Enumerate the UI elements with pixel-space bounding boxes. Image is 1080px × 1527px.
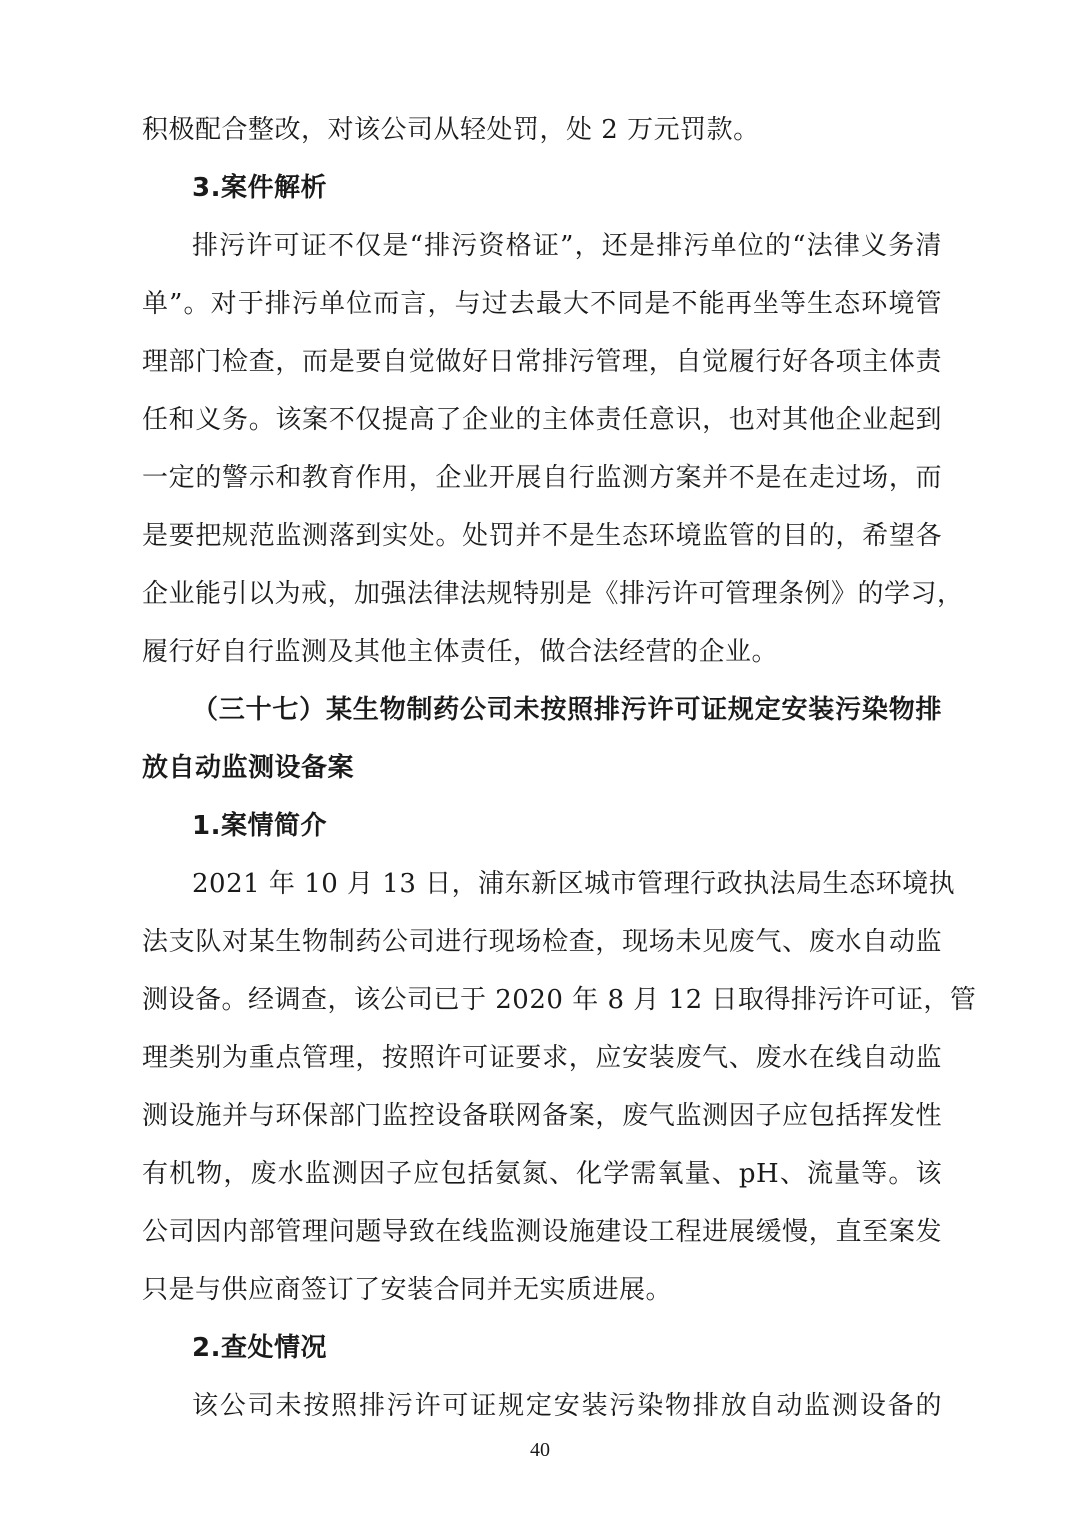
paragraph-line: 只是与供应商签订了安装合同并无实质进展。 xyxy=(142,1275,673,1305)
case-title-line: 放自动监测设备案 xyxy=(142,753,355,783)
paragraph-line: 2021 年 10 月 13 日，浦东新区城市管理行政执法局生态环境执 xyxy=(192,869,956,899)
paragraph-line: 积极配合整改，对该公司从轻处罚，处 2 万元罚款。 xyxy=(142,115,760,145)
paragraph-line: 该公司未按照排污许可证规定安装污染物排放自动监测设备的 xyxy=(192,1391,942,1421)
paragraph-line: 理部门检查，而是要自觉做好日常排污管理，自觉履行好各项主体责 xyxy=(142,347,942,377)
section-heading-case-summary: 1.案情简介 xyxy=(192,811,327,841)
paragraph-line: 测设施并与环保部门监控设备联网备案，废气监测因子应包括挥发性 xyxy=(142,1101,942,1131)
paragraph-line: 任和义务。该案不仅提高了企业的主体责任意识，也对其他企业起到 xyxy=(142,405,942,435)
paragraph-line: 公司因内部管理问题导致在线监测设施建设工程进展缓慢，直至案发 xyxy=(142,1217,942,1247)
paragraph-line: 有机物，废水监测因子应包括氨氮、化学需氧量、pH、流量等。该 xyxy=(142,1159,942,1189)
paragraph-line: 企业能引以为戒，加强法律法规特别是《排污许可管理条例》的学习， xyxy=(142,579,964,609)
paragraph-line: 法支队对某生物制药公司进行现场检查，现场未见废气、废水自动监 xyxy=(142,927,942,957)
paragraph-line: 履行好自行监测及其他主体责任，做合法经营的企业。 xyxy=(142,637,779,667)
paragraph-line: 测设备。经调查，该公司已于 2020 年 8 月 12 日取得排污许可证，管 xyxy=(142,985,977,1015)
page-number: 40 xyxy=(530,1439,550,1461)
section-heading-handling: 2.查处情况 xyxy=(192,1333,327,1363)
paragraph-line: 排污许可证不仅是“排污资格证”，还是排污单位的“法律义务清 xyxy=(192,231,942,261)
paragraph-line: 一定的警示和教育作用，企业开展自行监测方案并不是在走过场，而 xyxy=(142,463,942,493)
section-heading-case-analysis: 3.案件解析 xyxy=(192,173,327,203)
case-title-line: （三十七）某生物制药公司未按照排污许可证规定安装污染物排 xyxy=(192,695,942,725)
paragraph-line: 理类别为重点管理，按照许可证要求，应安装废气、废水在线自动监 xyxy=(142,1043,942,1073)
paragraph-line: 是要把规范监测落到实处。处罚并不是生态环境监管的目的，希望各 xyxy=(142,521,942,551)
paragraph-line: 单”。对于排污单位而言，与过去最大不同是不能再坐等生态环境管 xyxy=(142,289,942,319)
